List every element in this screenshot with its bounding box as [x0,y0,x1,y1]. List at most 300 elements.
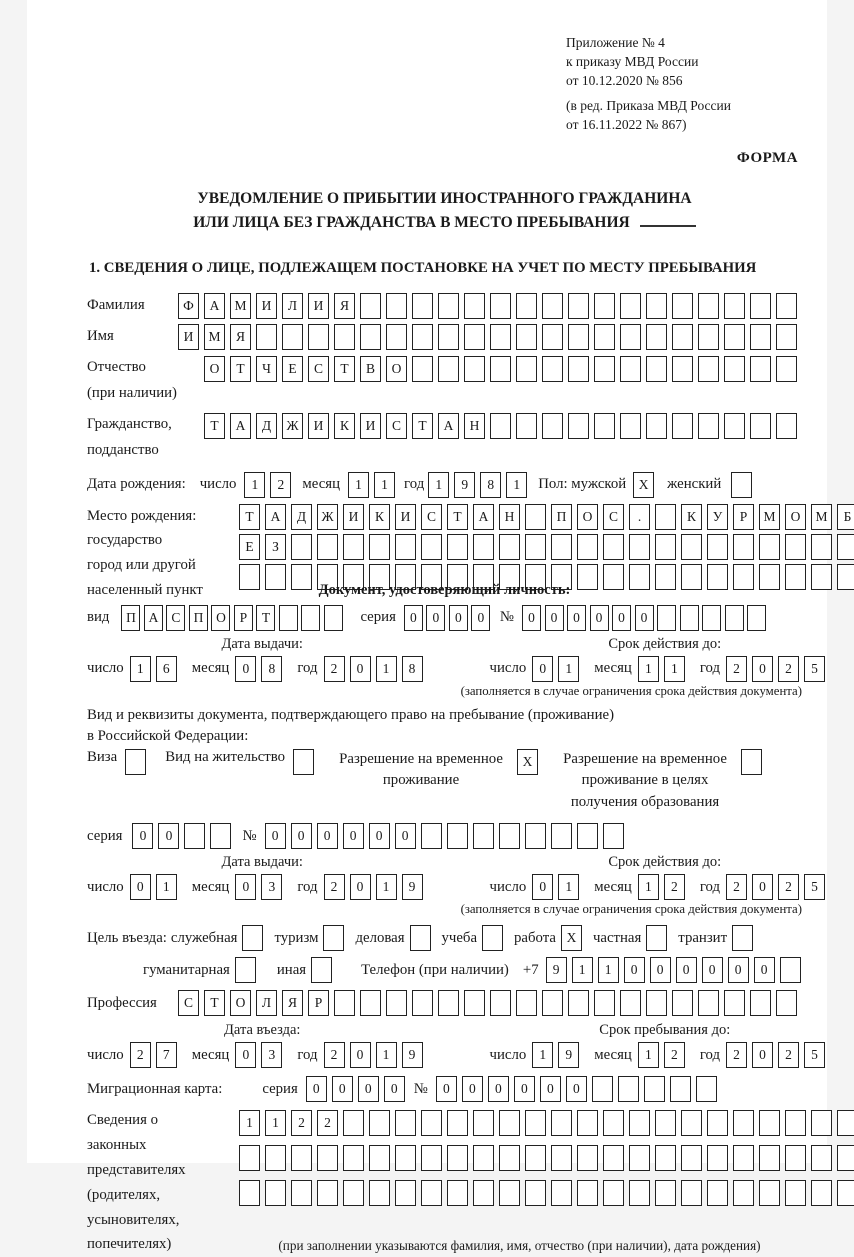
char-box[interactable] [670,1076,691,1102]
char-box[interactable] [464,990,485,1016]
char-box[interactable] [395,1110,416,1136]
char-box[interactable]: 2 [130,1042,151,1068]
char-box[interactable] [776,324,797,350]
char-box[interactable] [620,356,641,382]
char-box[interactable]: П [551,504,572,530]
char-box[interactable] [750,293,771,319]
char-box[interactable] [265,1145,286,1171]
char-box[interactable] [265,564,286,590]
char-box[interactable] [681,1180,702,1206]
char-box[interactable]: М [759,504,780,530]
char-box[interactable]: Т [447,504,468,530]
checkbox-tourism[interactable] [323,925,349,951]
char-box[interactable]: С [603,504,624,530]
char-box[interactable]: А [438,413,459,439]
char-box[interactable]: 1 [265,1110,286,1136]
char-box[interactable]: С [386,413,407,439]
char-box[interactable]: М [204,324,225,350]
char-box[interactable] [620,990,641,1016]
birth-place-row-1[interactable] [239,504,854,530]
char-box[interactable] [464,293,485,319]
char-box[interactable] [360,990,381,1016]
char-box[interactable] [542,413,563,439]
char-box[interactable] [324,605,343,631]
checkbox-business[interactable] [410,925,436,951]
char-box[interactable]: 0 [449,605,468,631]
char-box[interactable]: Н [499,504,520,530]
char-box[interactable] [317,1180,338,1206]
stay-day[interactable] [532,1042,584,1068]
char-box[interactable] [776,990,797,1016]
doc-series-input[interactable] [404,605,494,631]
checkbox-transit[interactable] [732,925,758,951]
char-box[interactable]: 0 [291,823,312,849]
char-box[interactable] [421,1180,442,1206]
char-box[interactable] [785,534,806,560]
char-box[interactable] [265,1180,286,1206]
phone-input[interactable] [546,957,806,983]
char-box[interactable]: X [633,472,654,498]
char-box[interactable] [421,1145,442,1171]
char-box[interactable]: К [334,413,355,439]
char-box[interactable] [395,1145,416,1171]
char-box[interactable] [732,925,753,951]
char-box[interactable] [837,1110,854,1136]
char-box[interactable]: 1 [638,874,659,900]
char-box[interactable]: И [178,324,199,350]
char-box[interactable] [776,413,797,439]
checkbox-official[interactable] [242,925,268,951]
char-box[interactable] [702,605,721,631]
char-box[interactable]: 0 [235,1042,256,1068]
entry-day[interactable] [130,1042,182,1068]
char-box[interactable] [438,990,459,1016]
char-box[interactable]: О [577,504,598,530]
checkbox-other[interactable] [311,957,337,983]
char-box[interactable] [655,1110,676,1136]
char-box[interactable] [369,1180,390,1206]
char-box[interactable]: 0 [384,1076,405,1102]
char-box[interactable] [360,324,381,350]
char-box[interactable]: 1 [532,1042,553,1068]
char-box[interactable]: Л [282,293,303,319]
char-box[interactable] [629,1180,650,1206]
char-box[interactable]: А [230,413,251,439]
char-box[interactable] [837,564,854,590]
char-box[interactable] [577,1145,598,1171]
char-box[interactable] [629,1145,650,1171]
char-box[interactable]: 9 [558,1042,579,1068]
char-box[interactable] [438,293,459,319]
char-box[interactable] [681,1145,702,1171]
char-box[interactable]: Н [464,413,485,439]
char-box[interactable] [707,1110,728,1136]
residence-number-input[interactable] [265,823,629,849]
char-box[interactable] [343,534,364,560]
char-box[interactable]: 1 [558,656,579,682]
char-box[interactable] [618,1076,639,1102]
char-box[interactable]: Я [230,324,251,350]
char-box[interactable]: Р [733,504,754,530]
patronymic-input[interactable] [204,356,802,382]
char-box[interactable]: 0 [752,656,773,682]
char-box[interactable] [759,1110,780,1136]
char-box[interactable] [811,1180,832,1206]
char-box[interactable]: 0 [426,605,445,631]
char-box[interactable]: 0 [369,823,390,849]
checkbox-humanitarian[interactable] [235,957,261,983]
char-box[interactable]: С [178,990,199,1016]
char-box[interactable] [698,990,719,1016]
char-box[interactable]: Т [256,605,275,631]
char-box[interactable] [620,413,641,439]
char-box[interactable]: А [473,504,494,530]
char-box[interactable]: 3 [261,1042,282,1068]
birth-month-input[interactable] [348,472,400,498]
char-box[interactable]: С [166,605,185,631]
char-box[interactable]: 0 [532,656,553,682]
char-box[interactable] [242,925,263,951]
char-box[interactable] [499,1145,520,1171]
checkbox-male[interactable] [633,472,659,498]
char-box[interactable] [672,324,693,350]
char-box[interactable]: О [386,356,407,382]
char-box[interactable]: Я [282,990,303,1016]
char-box[interactable]: 9 [402,1042,423,1068]
char-box[interactable] [568,324,589,350]
migration-number-input[interactable] [436,1076,722,1102]
char-box[interactable]: Т [230,356,251,382]
char-box[interactable]: 0 [358,1076,379,1102]
char-box[interactable]: 0 [343,823,364,849]
char-box[interactable]: 2 [291,1110,312,1136]
char-box[interactable] [334,324,355,350]
char-box[interactable]: Т [412,413,433,439]
char-box[interactable]: 1 [374,472,395,498]
char-box[interactable] [785,1180,806,1206]
entry-month[interactable] [235,1042,287,1068]
char-box[interactable]: С [308,356,329,382]
char-box[interactable]: Ж [282,413,303,439]
char-box[interactable] [447,534,468,560]
char-box[interactable] [499,534,520,560]
char-box[interactable] [525,504,546,530]
char-box[interactable] [672,413,693,439]
char-box[interactable] [516,990,537,1016]
char-box[interactable]: 0 [130,874,151,900]
char-box[interactable] [317,1145,338,1171]
char-box[interactable] [811,1145,832,1171]
char-box[interactable]: 0 [306,1076,327,1102]
char-box[interactable] [473,534,494,560]
char-box[interactable]: А [204,293,225,319]
char-box[interactable] [525,1145,546,1171]
char-box[interactable] [282,324,303,350]
char-box[interactable]: 2 [778,656,799,682]
char-box[interactable]: 0 [158,823,179,849]
char-box[interactable]: 0 [567,605,586,631]
char-box[interactable] [603,1110,624,1136]
checkbox-work[interactable] [561,925,587,951]
char-box[interactable] [750,990,771,1016]
surname-input[interactable] [178,293,802,319]
identity-issue-day[interactable] [130,656,182,682]
char-box[interactable] [672,356,693,382]
residence-expiry-month[interactable] [638,874,690,900]
char-box[interactable] [235,957,256,983]
char-box[interactable]: 1 [376,874,397,900]
char-box[interactable]: 0 [235,656,256,682]
char-box[interactable]: 2 [778,874,799,900]
char-box[interactable] [490,356,511,382]
char-box[interactable]: 6 [156,656,177,682]
char-box[interactable] [279,605,298,631]
char-box[interactable] [499,1180,520,1206]
char-box[interactable] [525,1110,546,1136]
char-box[interactable]: 2 [324,874,345,900]
char-box[interactable]: 8 [261,656,282,682]
char-box[interactable] [747,605,766,631]
char-box[interactable] [724,990,745,1016]
char-box[interactable] [785,564,806,590]
residence-issue-day[interactable] [130,874,182,900]
char-box[interactable] [655,534,676,560]
char-box[interactable] [724,413,745,439]
char-box[interactable] [672,293,693,319]
char-box[interactable] [551,1110,572,1136]
char-box[interactable] [707,1145,728,1171]
citizenship-input[interactable] [204,413,802,439]
char-box[interactable] [291,564,312,590]
char-box[interactable] [490,990,511,1016]
char-box[interactable] [837,1145,854,1171]
checkbox-residence-permit[interactable] [293,749,319,775]
char-box[interactable] [707,564,728,590]
char-box[interactable]: 2 [726,656,747,682]
char-box[interactable] [447,1110,468,1136]
char-box[interactable] [577,823,598,849]
char-box[interactable]: 3 [261,874,282,900]
char-box[interactable]: 1 [638,1042,659,1068]
char-box[interactable]: Р [308,990,329,1016]
char-box[interactable] [542,990,563,1016]
char-box[interactable] [395,1180,416,1206]
char-box[interactable] [291,1145,312,1171]
checkbox-temp-residence[interactable] [517,749,543,775]
char-box[interactable] [482,925,503,951]
char-box[interactable]: 0 [650,957,671,983]
char-box[interactable] [759,1145,780,1171]
char-box[interactable]: М [811,504,832,530]
char-box[interactable]: X [561,925,582,951]
char-box[interactable] [447,1180,468,1206]
char-box[interactable]: 1 [598,957,619,983]
char-box[interactable] [369,534,390,560]
char-box[interactable]: А [144,605,163,631]
stay-year[interactable] [726,1042,830,1068]
char-box[interactable]: Д [291,504,312,530]
legal-rep-row-1[interactable] [239,1110,854,1136]
char-box[interactable] [311,957,332,983]
char-box[interactable]: И [360,413,381,439]
char-box[interactable] [301,605,320,631]
char-box[interactable] [343,1145,364,1171]
char-box[interactable]: 2 [726,874,747,900]
char-box[interactable]: У [707,504,728,530]
char-box[interactable]: К [681,504,702,530]
doc-kind-input[interactable] [121,605,346,631]
char-box[interactable] [516,293,537,319]
identity-expiry-month[interactable] [638,656,690,682]
char-box[interactable] [577,534,598,560]
char-box[interactable] [410,925,431,951]
residence-issue-month[interactable] [235,874,287,900]
char-box[interactable]: 8 [402,656,423,682]
stay-month[interactable] [638,1042,690,1068]
identity-issue-month[interactable] [235,656,287,682]
char-box[interactable]: 8 [480,472,501,498]
char-box[interactable]: О [211,605,230,631]
char-box[interactable] [696,1076,717,1102]
char-box[interactable]: С [421,504,442,530]
char-box[interactable] [698,324,719,350]
char-box[interactable]: 0 [522,605,541,631]
char-box[interactable]: 0 [676,957,697,983]
char-box[interactable] [724,324,745,350]
char-box[interactable]: 5 [804,656,825,682]
char-box[interactable] [369,1110,390,1136]
char-box[interactable]: 2 [664,1042,685,1068]
char-box[interactable]: 1 [376,656,397,682]
char-box[interactable] [473,1110,494,1136]
char-box[interactable]: Ж [317,504,338,530]
char-box[interactable] [594,413,615,439]
char-box[interactable] [421,1110,442,1136]
char-box[interactable] [239,1145,260,1171]
char-box[interactable] [594,293,615,319]
name-input[interactable] [178,324,802,350]
char-box[interactable]: 1 [664,656,685,682]
char-box[interactable] [681,534,702,560]
char-box[interactable]: 0 [624,957,645,983]
char-box[interactable] [473,1180,494,1206]
char-box[interactable] [542,356,563,382]
birth-place-row-2[interactable] [239,534,854,560]
char-box[interactable] [343,1110,364,1136]
char-box[interactable] [698,413,719,439]
char-box[interactable] [239,1180,260,1206]
char-box[interactable] [811,534,832,560]
char-box[interactable] [516,324,537,350]
char-box[interactable] [629,1110,650,1136]
char-box[interactable] [551,823,572,849]
char-box[interactable] [603,1145,624,1171]
char-box[interactable]: 0 [635,605,654,631]
char-box[interactable] [412,324,433,350]
char-box[interactable] [603,1180,624,1206]
char-box[interactable] [438,324,459,350]
char-box[interactable]: 0 [612,605,631,631]
char-box[interactable] [568,356,589,382]
char-box[interactable] [733,1110,754,1136]
legal-rep-row-3[interactable] [239,1180,854,1206]
char-box[interactable] [291,1180,312,1206]
char-box[interactable] [184,823,205,849]
char-box[interactable] [577,1110,598,1136]
profession-input[interactable] [178,990,802,1016]
char-box[interactable]: И [308,413,329,439]
char-box[interactable]: 0 [532,874,553,900]
char-box[interactable]: 0 [566,1076,587,1102]
char-box[interactable] [473,1145,494,1171]
char-box[interactable] [516,413,537,439]
migration-series-input[interactable] [306,1076,410,1102]
char-box[interactable]: 1 [572,957,593,983]
char-box[interactable]: 0 [752,1042,773,1068]
char-box[interactable]: Р [234,605,253,631]
char-box[interactable]: О [230,990,251,1016]
char-box[interactable] [125,749,146,775]
char-box[interactable] [447,1145,468,1171]
char-box[interactable]: Е [239,534,260,560]
char-box[interactable] [464,356,485,382]
char-box[interactable] [646,356,667,382]
char-box[interactable] [698,293,719,319]
char-box[interactable] [239,564,260,590]
char-box[interactable]: 1 [376,1042,397,1068]
char-box[interactable] [785,1145,806,1171]
char-box[interactable]: 5 [804,874,825,900]
char-box[interactable]: 0 [317,823,338,849]
char-box[interactable] [293,749,314,775]
char-box[interactable] [733,564,754,590]
char-box[interactable]: 0 [395,823,416,849]
char-box[interactable] [655,1180,676,1206]
char-box[interactable] [592,1076,613,1102]
char-box[interactable]: 2 [324,1042,345,1068]
char-box[interactable] [603,564,624,590]
char-box[interactable] [490,324,511,350]
char-box[interactable]: 2 [324,656,345,682]
char-box[interactable] [646,925,667,951]
char-box[interactable]: 0 [350,1042,371,1068]
char-box[interactable] [542,293,563,319]
char-box[interactable] [811,1110,832,1136]
char-box[interactable] [603,534,624,560]
char-box[interactable] [785,1110,806,1136]
checkbox-study[interactable] [482,925,508,951]
char-box[interactable]: 0 [488,1076,509,1102]
char-box[interactable] [210,823,231,849]
checkbox-temp-residence-education[interactable] [741,749,767,775]
char-box[interactable]: 1 [428,472,449,498]
char-box[interactable]: О [785,504,806,530]
char-box[interactable]: 0 [350,656,371,682]
char-box[interactable] [568,293,589,319]
char-box[interactable] [680,605,699,631]
char-box[interactable]: 0 [590,605,609,631]
checkbox-female[interactable] [731,472,757,498]
char-box[interactable] [525,823,546,849]
char-box[interactable] [725,605,744,631]
checkbox-private[interactable] [646,925,672,951]
char-box[interactable]: 0 [540,1076,561,1102]
char-box[interactable] [644,1076,665,1102]
char-box[interactable]: 0 [332,1076,353,1102]
char-box[interactable] [655,504,676,530]
char-box[interactable]: 1 [558,874,579,900]
char-box[interactable] [447,823,468,849]
